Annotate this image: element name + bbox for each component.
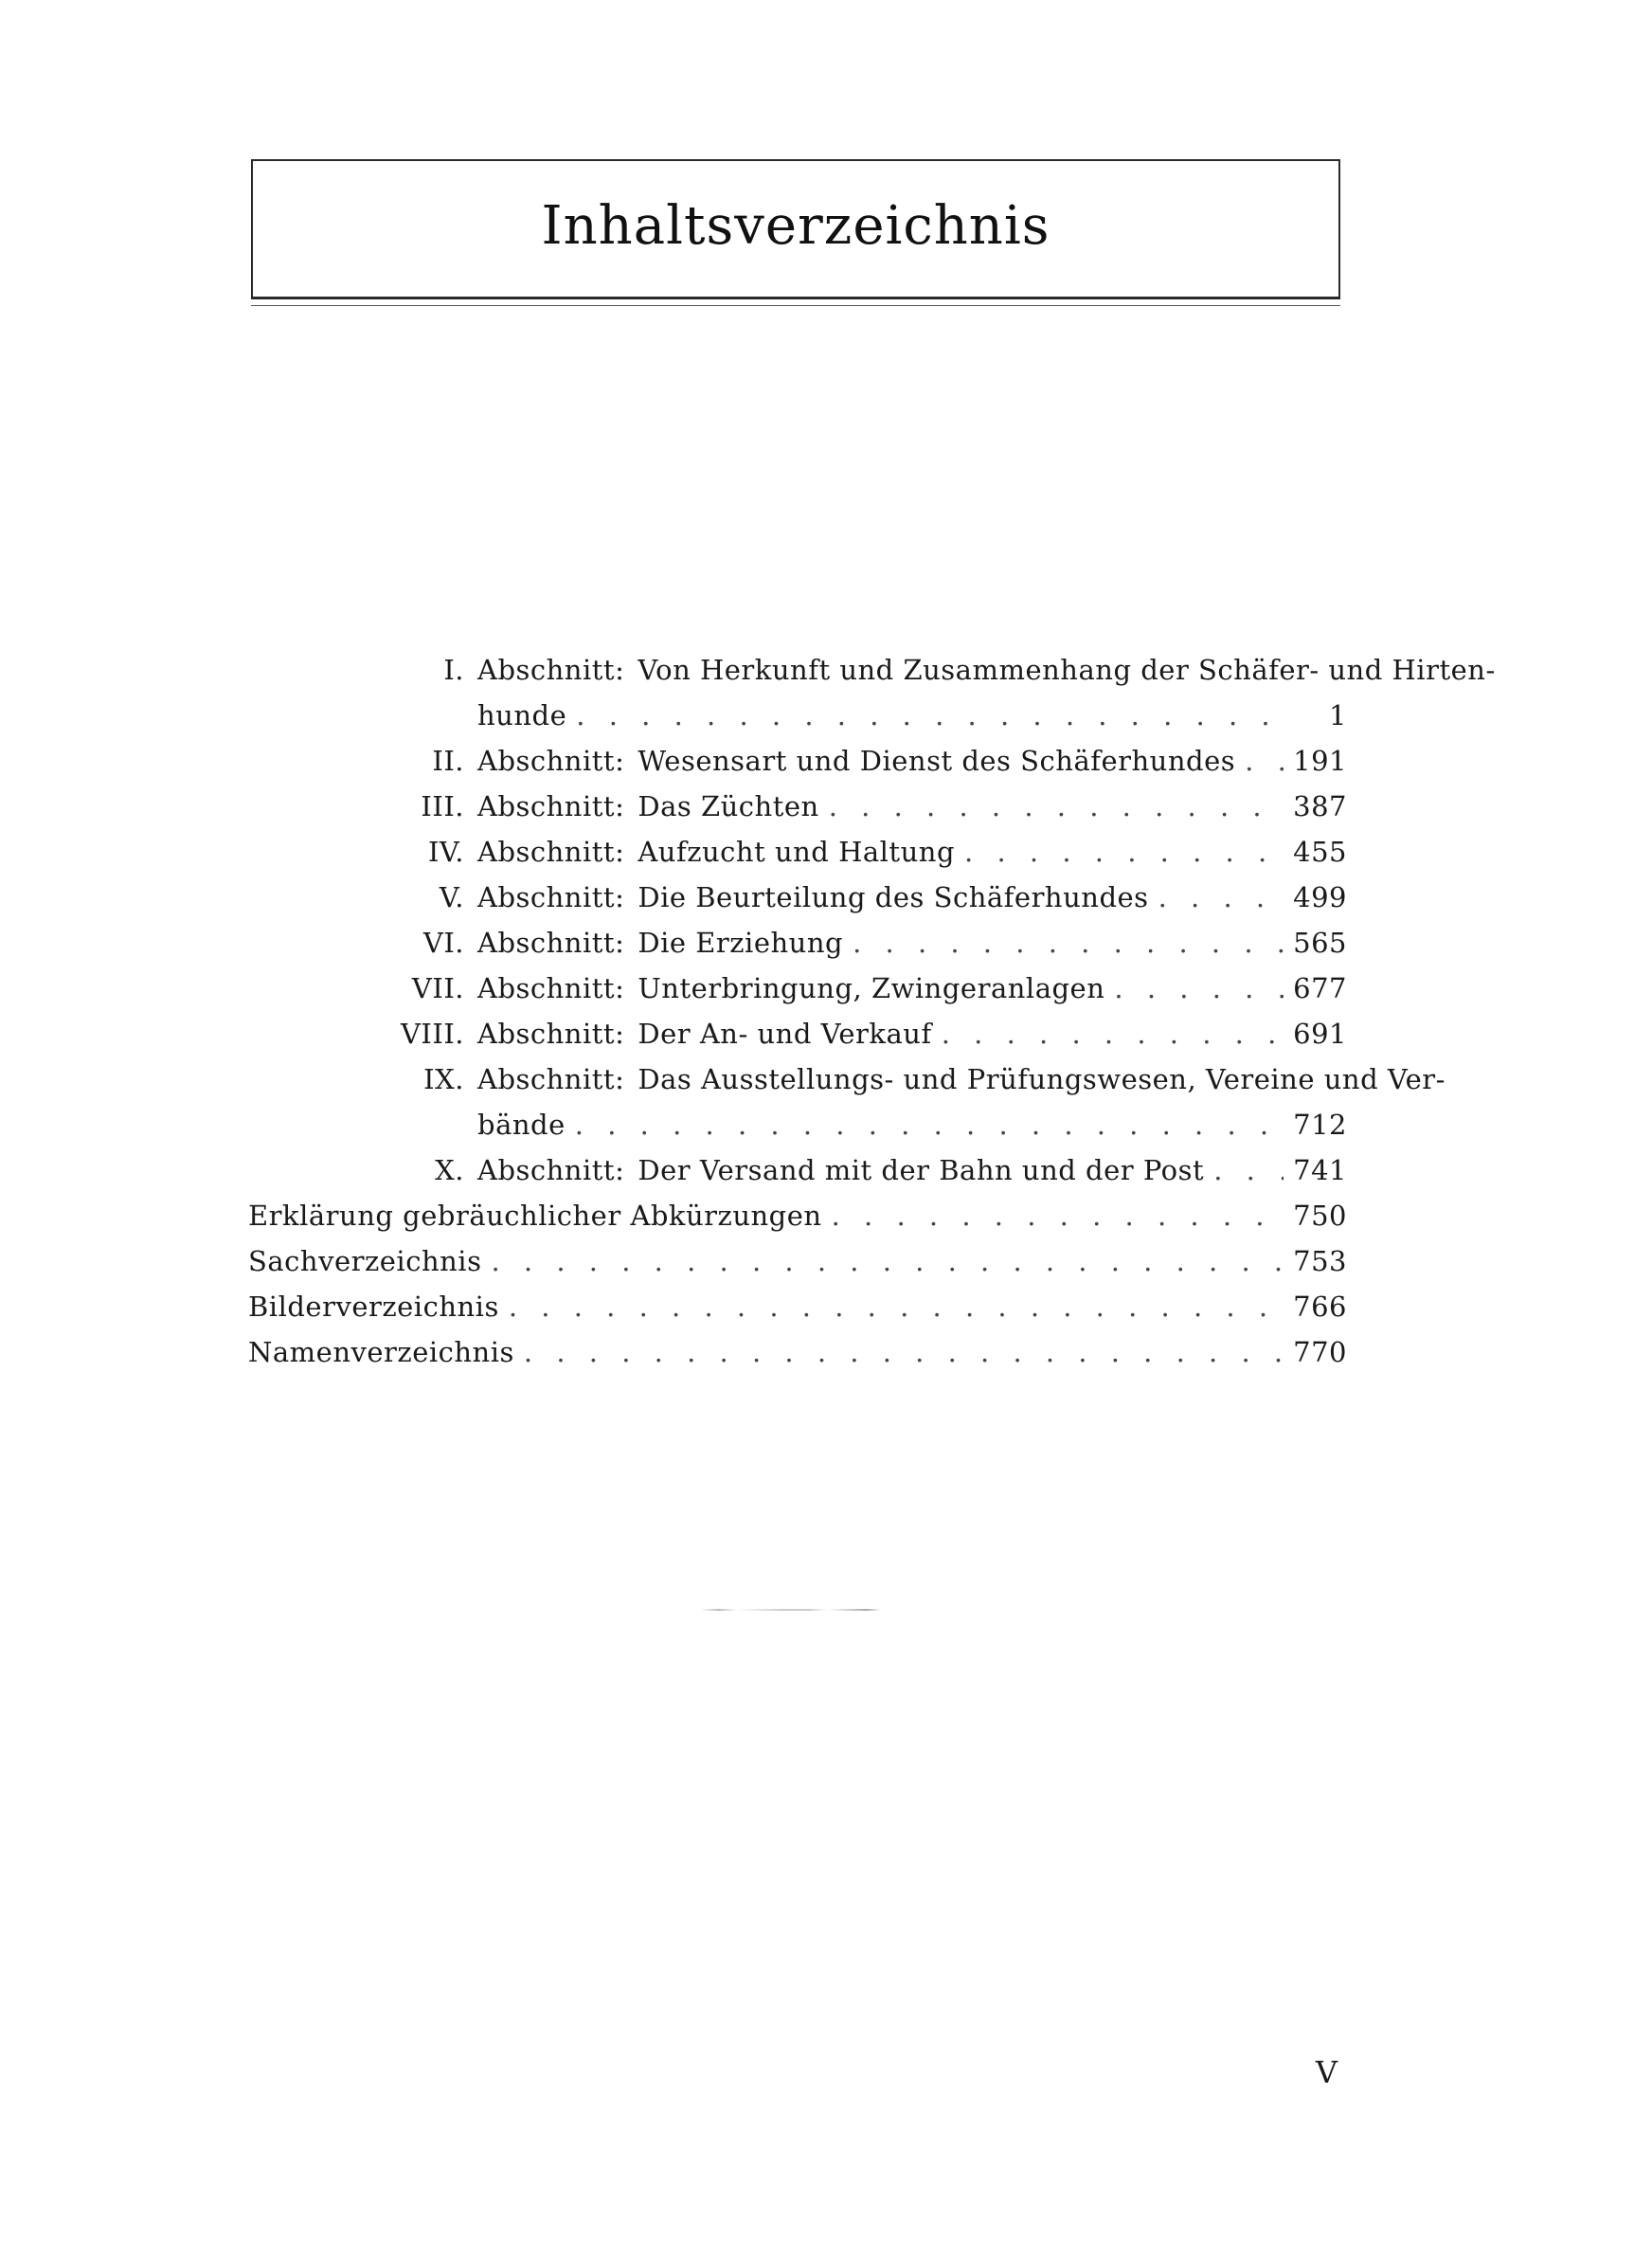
leader-dots — [829, 790, 1284, 822]
toc-entry-9[interactable] — [248, 1063, 1446, 1109]
title-box — [251, 159, 1340, 299]
appendix-title: Namenverzeichnis — [248, 1336, 514, 1368]
page-number: 712 — [1293, 1109, 1347, 1141]
leader-dots — [832, 1200, 1284, 1232]
toc-entry-4[interactable] — [248, 836, 1347, 881]
section-number: IV. — [427, 836, 464, 868]
toc-entry-9-cont[interactable] — [248, 1109, 1347, 1154]
toc-entry-7[interactable] — [248, 972, 1347, 1018]
section-title: Wesensart und Dienst des Schäferhundes — [637, 745, 1236, 777]
section-title: Von Herkunft und Zusammenhang der Schäfer- und Hirten- — [637, 654, 1496, 686]
page-number: 565 — [1293, 927, 1347, 959]
section-title: Unterbringung, Zwingeranlagen — [637, 972, 1105, 1004]
page-number: 741 — [1293, 1154, 1347, 1186]
toc-entry-6[interactable] — [248, 927, 1347, 972]
section-title: Das Züchten — [637, 790, 819, 822]
section-title: Die Beurteilung des Schäferhundes — [637, 881, 1149, 913]
section-title: Das Ausstellungs- und Prüfungswesen, Vereine und Ver- — [637, 1063, 1446, 1095]
section-label: Abschnitt: — [477, 972, 625, 1004]
page-number: 766 — [1293, 1291, 1347, 1323]
page-number: 770 — [1293, 1336, 1347, 1368]
appendix-title: Bilderverzeichnis — [248, 1291, 499, 1323]
section-number: III. — [421, 790, 464, 822]
leader-dots — [491, 1245, 1284, 1277]
section-number: IX. — [423, 1063, 464, 1095]
leader-dots — [942, 1018, 1284, 1050]
section-number: VI. — [422, 927, 464, 959]
leader-dots — [524, 1336, 1284, 1368]
section-label: Abschnitt: — [477, 836, 625, 868]
page-number: 753 — [1293, 1245, 1347, 1277]
section-label: Abschnitt: — [477, 654, 625, 686]
section-number: VII. — [411, 972, 464, 1004]
leader-dots — [964, 836, 1284, 868]
section-title: Die Erziehung — [637, 927, 844, 959]
section-label: Abschnitt: — [477, 1063, 625, 1095]
section-title: Aufzucht und Haltung — [637, 836, 956, 868]
section-label: Abschnitt: — [477, 790, 625, 822]
page-number: 455 — [1293, 836, 1347, 868]
scan-smudge — [701, 1609, 881, 1611]
section-label: Abschnitt: — [477, 745, 625, 777]
toc-appendix-abbreviations[interactable] — [248, 1200, 1347, 1245]
toc-entry-1[interactable] — [248, 654, 1496, 699]
page-title: Inhaltsverzeichnis — [541, 195, 1050, 257]
leader-dots — [509, 1291, 1284, 1323]
toc-appendix-image-index[interactable] — [248, 1291, 1347, 1336]
toc-appendix-subject-index[interactable] — [248, 1245, 1347, 1291]
section-label: Abschnitt: — [477, 927, 625, 959]
section-title-cont: bände — [477, 1109, 566, 1141]
section-number: I. — [443, 654, 464, 686]
section-title: Der Versand mit der Bahn und der Post — [637, 1154, 1205, 1186]
toc-entry-8[interactable] — [248, 1018, 1347, 1063]
toc-entry-2[interactable] — [248, 745, 1347, 790]
page-number: 499 — [1293, 881, 1347, 913]
page-folio: V — [1315, 2054, 1338, 2090]
section-label: Abschnitt: — [477, 881, 625, 913]
leader-dots — [1158, 881, 1284, 913]
page-number: 691 — [1293, 1018, 1347, 1050]
section-label: Abschnitt: — [477, 1154, 625, 1186]
section-number: V. — [439, 881, 464, 913]
page-number: 750 — [1293, 1200, 1347, 1232]
leader-dots — [576, 699, 1292, 731]
section-number: X. — [435, 1154, 464, 1186]
leader-dots — [575, 1109, 1284, 1141]
table-of-contents — [248, 654, 1496, 1381]
appendix-title: Erklärung gebräuchlicher Abkürzungen — [248, 1200, 822, 1232]
toc-appendix-name-index[interactable] — [248, 1336, 1347, 1381]
section-number: II. — [432, 745, 464, 777]
toc-entry-10[interactable] — [248, 1154, 1347, 1200]
section-title-cont: hunde — [477, 699, 567, 731]
leader-dots — [1213, 1154, 1284, 1186]
page-number: 677 — [1293, 972, 1347, 1004]
leader-dots — [853, 927, 1284, 959]
leader-dots — [1245, 745, 1284, 777]
leader-dots — [1114, 972, 1284, 1004]
page-number: 387 — [1293, 790, 1347, 822]
appendix-title: Sachverzeichnis — [248, 1245, 482, 1277]
section-label: Abschnitt: — [477, 1018, 625, 1050]
section-number: VIII. — [400, 1018, 464, 1050]
page-number: 191 — [1293, 745, 1347, 777]
toc-entry-1-cont[interactable] — [248, 699, 1347, 745]
toc-entry-5[interactable] — [248, 881, 1347, 927]
page-number: 1 — [1329, 699, 1347, 731]
toc-entry-3[interactable] — [248, 790, 1347, 836]
section-title: Der An- und Verkauf — [637, 1018, 932, 1050]
